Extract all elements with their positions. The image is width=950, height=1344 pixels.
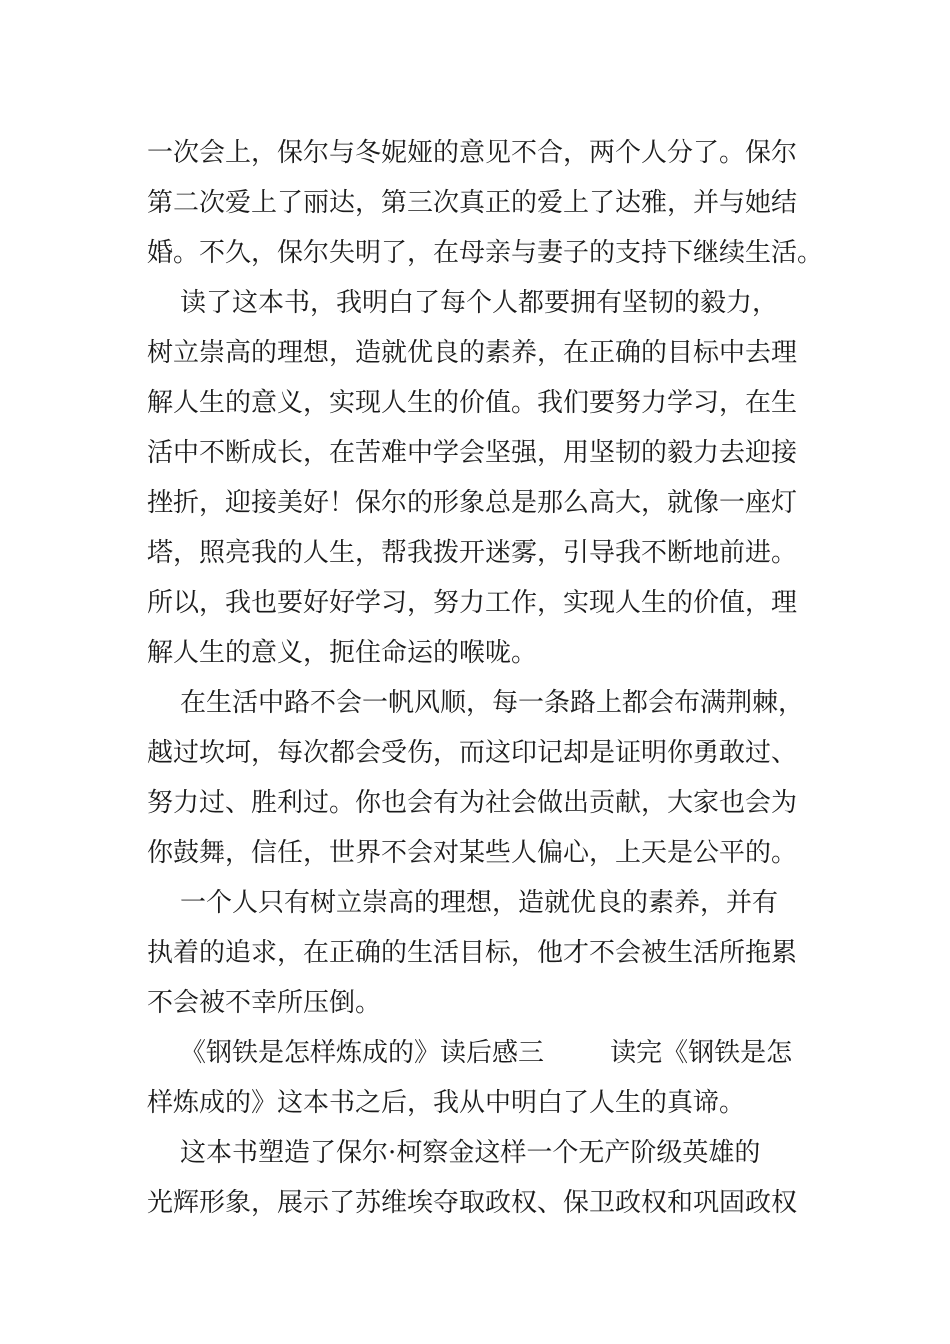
text-line: 解人生的意义，实现人生的价值。我们要努力学习，在生 <box>147 388 798 418</box>
text-line: 一次会上，保尔与冬妮娅的意见不合，两个人分了。保尔 <box>147 138 798 168</box>
text-line: 这本书塑造了保尔·柯察金这样一个无产阶级英雄的 <box>147 1138 761 1168</box>
text-line: 你鼓舞，信任，世界不会对某些人偏心，上天是公平的。 <box>147 838 798 868</box>
text-line: 样炼成的》这本书之后，我从中明白了人生的真谛。 <box>147 1088 746 1118</box>
text-line: 努力过、胜利过。你也会有为社会做出贡献，大家也会为 <box>147 788 798 818</box>
text-line: 越过坎坷，每次都会受伤，而这印记却是证明你勇敢过、 <box>147 738 798 768</box>
text-line: 不会被不幸所压倒。 <box>147 988 382 1018</box>
text-line: 活中不断成长，在苦难中学会坚强，用坚韧的毅力去迎接 <box>147 438 798 468</box>
text-line: 第二次爱上了丽达，第三次真正的爱上了达雅，并与她结 <box>147 188 798 218</box>
text-line: 解人生的意义，扼住命运的喉咙。 <box>147 638 538 668</box>
text-line: 所以，我也要好好学习，努力工作，实现人生的价值，理 <box>147 588 798 618</box>
text-line: 《钢铁是怎样炼成的》读后感三 读完《钢铁是怎 <box>147 1038 793 1068</box>
text-line: 光辉形象，展示了苏维埃夺取政权、保卫政权和巩固政权 <box>147 1188 798 1218</box>
text-line: 一个人只有树立崇高的理想，造就优良的素养，并有 <box>147 888 779 918</box>
text-line: 读了这本书，我明白了每个人都要拥有坚韧的毅力， <box>147 288 779 318</box>
text-line: 树立崇高的理想，造就优良的素养，在正确的目标中去理 <box>147 338 798 368</box>
text-line: 执着的追求，在正确的生活目标，他才不会被生活所拖累 <box>147 938 798 968</box>
text-line: 塔，照亮我的人生，帮我拨开迷雾，引导我不断地前进。 <box>147 538 798 568</box>
text-line: 在生活中路不会一帆风顺，每一条路上都会布满荆棘， <box>147 688 805 718</box>
body-text <box>147 128 827 1228</box>
text-line: 挫折，迎接美好！保尔的形象总是那么高大，就像一座灯 <box>147 488 798 518</box>
text-line: 婚。不久，保尔失明了，在母亲与妻子的支持下继续生活。 <box>147 238 824 268</box>
